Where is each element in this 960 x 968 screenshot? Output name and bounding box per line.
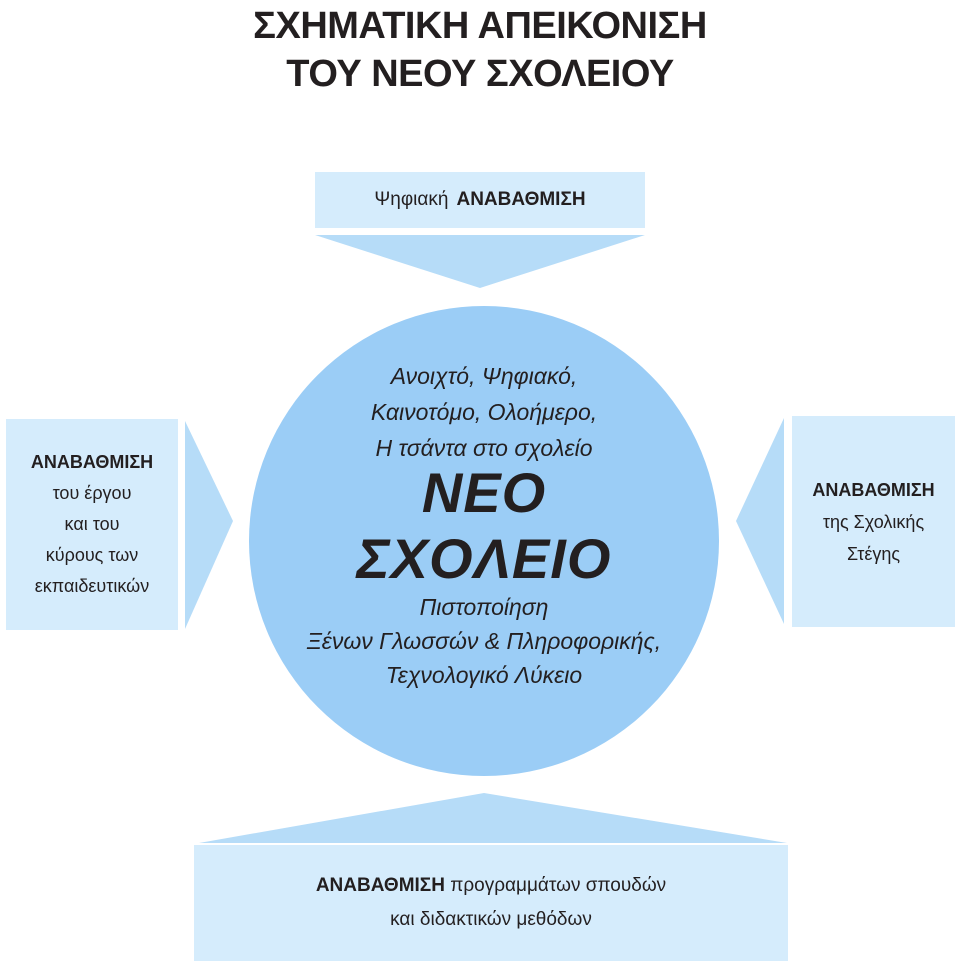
center-bottom-line-2: Ξένων Γλωσσών & Πληροφορικής, xyxy=(306,628,662,654)
arrow-right xyxy=(736,418,784,624)
top-box-digital-upgrade xyxy=(315,172,645,228)
center-bottom-line-3: Τεχνολογικό Λύκειο xyxy=(385,662,583,688)
arrow-bottom xyxy=(199,793,787,843)
center-bottom-line-1: Πιστοποίηση xyxy=(419,594,549,620)
center-top-line-3: Η τσάντα στο σχολείο xyxy=(375,435,593,461)
bottom-box-line-1 xyxy=(316,869,666,903)
left-box-highlight: ΑΝΑΒΑΘΜΙΣΗ xyxy=(30,452,154,472)
center-main-line-1: ΝΕΟ xyxy=(421,461,547,524)
center-top-text xyxy=(249,358,719,466)
right-box-school-building-upgrade xyxy=(792,416,955,627)
arrow-left xyxy=(185,421,233,629)
title-line-1: ΣΧΗΜΑΤΙΚΗ ΑΠΕΙΚΟΝΙΣΗ xyxy=(253,5,707,47)
bottom-box-highlight: ΑΝΑΒΑΘΜΙΣΗ xyxy=(315,875,445,896)
center-top-line-2: Καινοτόμο, Ολοήμερο, xyxy=(370,399,598,425)
left-box-line-4: εκπαιδευτικών xyxy=(34,576,150,596)
right-box-line-1: της Σχολικής xyxy=(822,511,925,532)
bottom-box-line-2: και διδακτικών μεθόδων xyxy=(390,909,592,930)
center-main-line-2: ΣΧΟΛΕΙΟ xyxy=(356,527,612,590)
left-box-teachers-upgrade xyxy=(6,419,178,630)
left-box-line-3: κύρους των xyxy=(45,545,139,565)
top-box-highlight: ΑΝΑΒΑΘΜΙΣΗ xyxy=(456,189,586,210)
left-box-line-2: και του xyxy=(64,514,120,534)
title-line-2: ΤΟΥ ΝΕΟΥ ΣΧΟΛΕΙΟΥ xyxy=(286,53,674,95)
top-box-prefix: Ψηφιακή xyxy=(374,189,449,210)
right-box-line-2: Στέγης xyxy=(846,543,901,564)
right-box-highlight: ΑΝΑΒΑΘΜΙΣΗ xyxy=(812,479,935,500)
center-bottom-text xyxy=(249,590,719,692)
bottom-box-line-1-rest: προγραμμάτων σπουδών xyxy=(450,875,667,896)
left-box-line-1: του έργου xyxy=(52,483,132,503)
arrow-top xyxy=(315,235,645,288)
bottom-box-curriculum-upgrade xyxy=(194,845,788,961)
center-top-line-1: Ανοιχτό, Ψηφιακό, xyxy=(390,363,578,389)
center-main-title xyxy=(249,460,719,592)
